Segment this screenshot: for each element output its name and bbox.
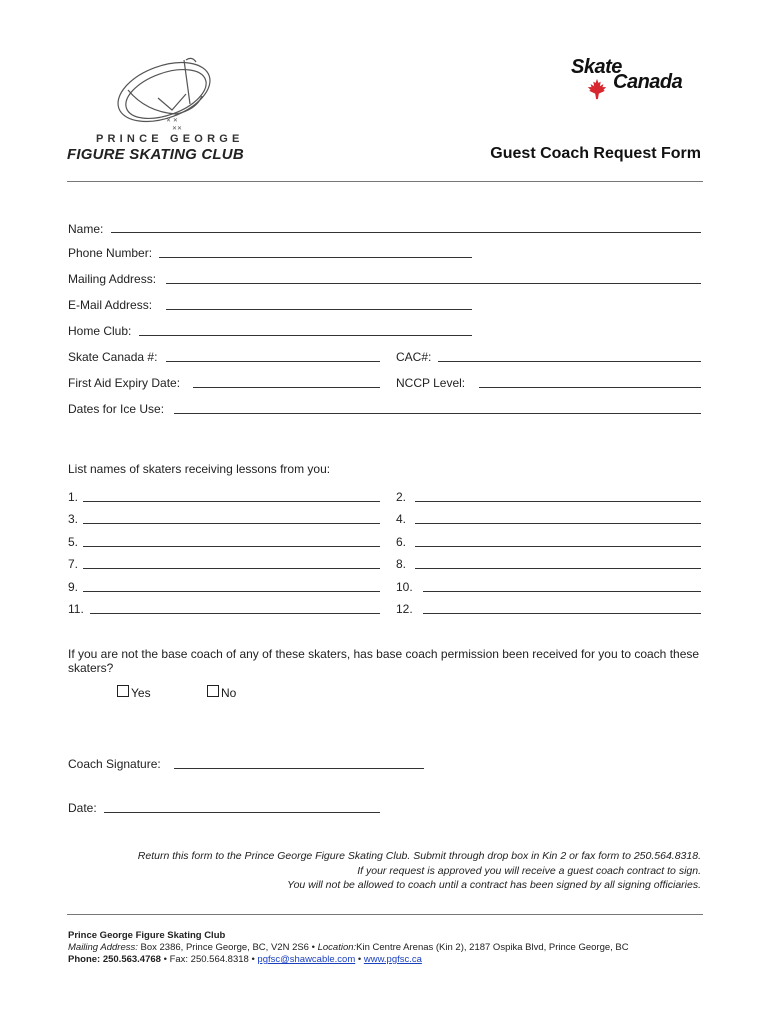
footer-contact-line bbox=[68, 954, 422, 966]
footer-address-line bbox=[68, 942, 629, 954]
submission-note-line-3: You will not be allowed to coach until a contract has been signed by all signing officiaries. bbox=[287, 879, 701, 891]
svg-text:✕ ✕: ✕ ✕ bbox=[166, 117, 178, 124]
submission-note bbox=[61, 849, 701, 893]
skater-number-3: 3. bbox=[68, 512, 79, 526]
footer-mailing-label: Mailing Address: bbox=[68, 942, 138, 953]
dates-ice-use-label: Dates for Ice Use: bbox=[68, 402, 165, 416]
skater-name-field-2[interactable] bbox=[415, 501, 701, 502]
skater-name-field-10[interactable] bbox=[423, 591, 701, 592]
footer-separator: • bbox=[311, 942, 315, 953]
skater-number-8: 8. bbox=[396, 557, 407, 571]
svg-text:✕✕: ✕✕ bbox=[172, 125, 183, 132]
coach-signature-field[interactable] bbox=[174, 768, 424, 769]
club-logo-name: FIGURE SKATING CLUB bbox=[67, 146, 244, 163]
skater-number-9: 9. bbox=[68, 580, 79, 594]
maple-leaf-icon bbox=[586, 78, 608, 100]
brand-logo-line1: Skate bbox=[571, 56, 622, 78]
skater-number-7: 7. bbox=[68, 557, 79, 571]
skater-name-field-3[interactable] bbox=[83, 523, 380, 524]
cac-field[interactable] bbox=[438, 361, 701, 362]
name-label: Name: bbox=[68, 222, 104, 236]
dates-ice-use-field[interactable] bbox=[174, 413, 701, 414]
footer-email-link[interactable]: pgfsc@shawcable.com bbox=[257, 954, 356, 965]
skater-name-field-1[interactable] bbox=[83, 501, 380, 502]
home-club-label: Home Club: bbox=[68, 324, 132, 338]
skater-name-field-5[interactable] bbox=[83, 546, 380, 547]
club-logo-top-text: PRINCE GEORGE bbox=[96, 133, 244, 145]
yes-label: Yes bbox=[131, 686, 151, 700]
nccp-level-label: NCCP Level: bbox=[396, 376, 466, 390]
yes-checkbox[interactable] bbox=[117, 685, 129, 697]
submission-note-line-1: Return this form to the Prince George Figure Skating Club. Submit through drop box in Kin 2 or fax form to 250.564.8318. bbox=[137, 850, 701, 862]
skater-name-field-8[interactable] bbox=[415, 568, 701, 569]
skater-name-field-12[interactable] bbox=[423, 613, 701, 614]
mailing-address-label: Mailing Address: bbox=[68, 272, 157, 286]
no-label: No bbox=[221, 686, 237, 700]
skater-number-5: 5. bbox=[68, 535, 79, 549]
footer-separator: • bbox=[163, 954, 167, 965]
mailing-address-field[interactable] bbox=[166, 283, 701, 284]
footer-club-name: Prince George Figure Skating Club bbox=[68, 930, 226, 941]
form-title: Guest Coach Request Form bbox=[490, 145, 701, 162]
skater-number-1: 1. bbox=[68, 490, 79, 504]
skater-name-field-7[interactable] bbox=[83, 568, 380, 569]
footer-phone: Phone: 250.563.4768 bbox=[68, 954, 161, 965]
skater-number-4: 4. bbox=[396, 512, 407, 526]
footer-location-label: Location: bbox=[317, 942, 357, 953]
skater-number-2: 2. bbox=[396, 490, 407, 504]
date-field[interactable] bbox=[104, 812, 380, 813]
skate-canada-number-field[interactable] bbox=[166, 361, 380, 362]
footer-fax: Fax: 250.564.8318 bbox=[169, 954, 249, 965]
coach-signature-label: Coach Signature: bbox=[68, 757, 161, 771]
name-field[interactable] bbox=[111, 232, 701, 233]
skater-number-11: 11. bbox=[68, 602, 84, 616]
submission-note-line-2: If your request is approved you will receive a guest coach contract to sign. bbox=[357, 864, 701, 877]
cac-label: CAC#: bbox=[396, 350, 432, 364]
header-divider bbox=[67, 181, 703, 182]
skater-name-field-9[interactable] bbox=[83, 591, 380, 592]
phone-label: Phone Number: bbox=[68, 246, 153, 260]
skaters-list-intro: List names of skaters receiving lessons from you: bbox=[68, 462, 331, 476]
skater-name-field-11[interactable] bbox=[90, 613, 380, 614]
home-club-field[interactable] bbox=[139, 335, 472, 336]
phone-field[interactable] bbox=[159, 257, 472, 258]
skater-name-field-4[interactable] bbox=[415, 523, 701, 524]
first-aid-expiry-field[interactable] bbox=[193, 387, 380, 388]
brand-logo-line2: Canada bbox=[613, 71, 683, 93]
footer-mailing-value: Box 2386, Prince George, BC, V2N 2S6 bbox=[140, 942, 309, 953]
footer-divider bbox=[67, 914, 703, 915]
skater-number-12: 12. bbox=[396, 602, 413, 616]
date-label: Date: bbox=[68, 801, 97, 815]
footer-location-value: Kin Centre Arenas (Kin 2), 2187 Ospika Blvd, Prince George, BC bbox=[356, 942, 629, 953]
email-label: E-Mail Address: bbox=[68, 298, 153, 312]
skater-number-10: 10. bbox=[396, 580, 413, 594]
email-field[interactable] bbox=[166, 309, 472, 310]
skate-canada-number-label: Skate Canada #: bbox=[68, 350, 158, 364]
no-checkbox[interactable] bbox=[207, 685, 219, 697]
footer-separator: • bbox=[251, 954, 255, 965]
skater-number-6: 6. bbox=[396, 535, 407, 549]
first-aid-expiry-label: First Aid Expiry Date: bbox=[68, 376, 181, 390]
footer-website-link[interactable]: www.pgfsc.ca bbox=[363, 954, 422, 965]
base-coach-permission-question: If you are not the base coach of any of these skaters, has base coach permission been received for you to coach these skaters? bbox=[68, 647, 700, 675]
footer-separator: • bbox=[357, 954, 362, 965]
nccp-level-field[interactable] bbox=[479, 387, 701, 388]
skater-name-field-6[interactable] bbox=[415, 546, 701, 547]
